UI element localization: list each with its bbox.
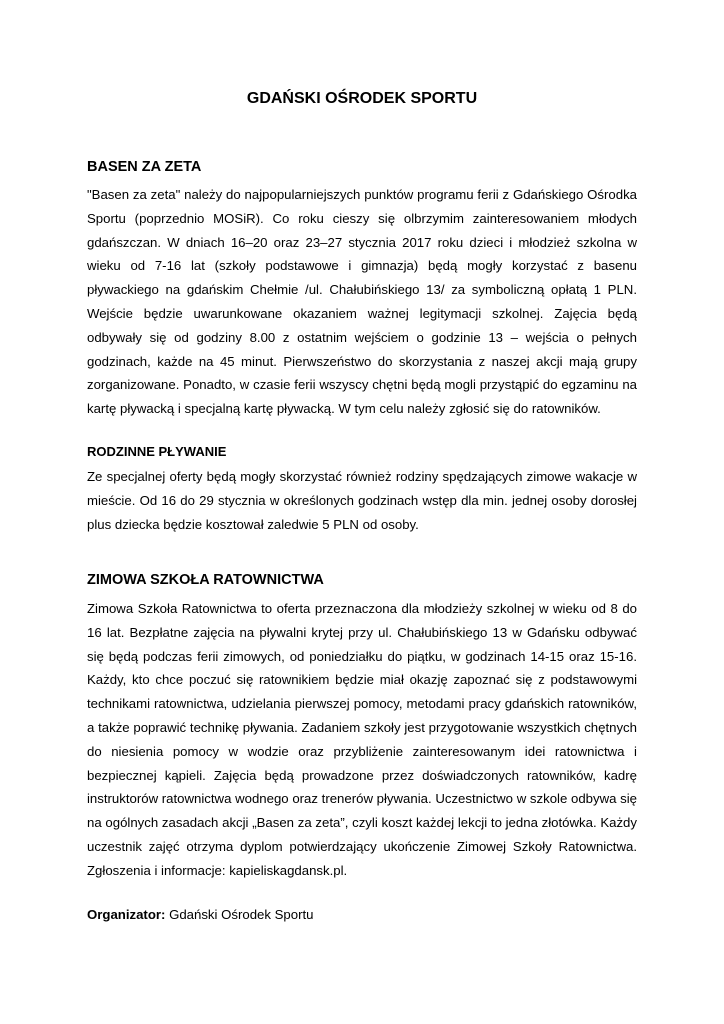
section-heading-basen-za-zeta: BASEN ZA ZETA <box>87 159 202 175</box>
section-body-rodzinne-plywanie: Ze specjalnej oferty będą mogły skorzystać również rodziny spędzających zimowe wakacje w mieście. Od 16 do 29 stycznia w określonych godzinach wstęp dla min. jednej osoby dorosłej plus dziecka będzie kosztował zaledwie 5 PLN od osoby. <box>87 469 637 532</box>
section-heading-rodzinne-plywanie: RODZINNE PŁYWANIE <box>87 444 227 459</box>
section-body-zimowa-szkola-ratownictwa: Zimowa Szkoła Ratownictwa to oferta przeznaczona dla młodzieży szkolnej w wieku od 8 do 16 lat. Bezpłatne zajęcia na pływalni krytej przy ul. Chałubińskiego 13 w Gdańsku odbywać się będą podczas ferii zimowych, od poniedziałku do piątku, w godzinach 14-15 oraz 15-16. Każdy, kto chce poczuć się ratownikiem będzie miał okazję zapoznać się z podstawowymi technikami ratownictwa, udzielania pierwszej pomocy, metodami pracy gdańskich ratowników, a także poprawić technikę pływania. Zadaniem szkoły jest przygotowanie wszystkich chętnych do niesienia pomocy w wodzie oraz przybliżenie zainteresowanym idei ratownictwa i bezpiecznej kąpieli. Zajęcia będą prowadzone przez doświadczonych ratowników, kadrę instruktorów ratownictwa wodnego oraz trenerów pływania. Uczestnictwo w szkole odbywa się na ogólnych zasadach akcji „Basen za zeta”, czyli koszt każdej lekcji to jedna złotówka. Każdy uczestnik zajęć otrzyma dyplom potwierdzający ukończenie Zimowej Szkoły Ratownictwa. Zgłoszenia i informacje: kapieliskagdansk.pl. <box>87 601 637 878</box>
document-title: GDAŃSKI OŚRODEK SPORTU <box>246 90 478 107</box>
organizer-label: Organizator: <box>87 907 166 922</box>
organizer-line <box>87 906 313 924</box>
section-heading-zimowa-szkola-ratownictwa: ZIMOWA SZKOŁA RATOWNICTWA <box>87 572 324 588</box>
organizer-value: Gdański Ośrodek Sportu <box>169 907 314 922</box>
section-body-basen-za-zeta: "Basen za zeta" należy do najpopularniejszych punktów programu ferii z Gdańskiego Ośrodka Sportu (poprzednio MOSiR). Co roku cieszy się olbrzymim zainteresowaniem młodych gdańszczan. W dniach 16–20 oraz 23–27 stycznia 2017 roku dzieci i młodzież szkolna w wieku od 7-16 lat (szkoły podstawowe i gimnazja) będą mogły korzystać z basenu pływackiego na gdańskim Chełmie /ul. Chałubińskiego 13/ za symboliczną opłatą 1 PLN. Wejście będzie uwarunkowane okazaniem ważnej legitymacji szkolnej. Zajęcia będą odbywały się od godziny 8.00 z ostatnim wejściem o godzinie 13 – wejścia o pełnych godzinach, każde na 45 minut. Pierwszeństwo do skorzystania z naszej akcji mają grupy zorganizowane. Ponadto, w czasie ferii wszyscy chętni będą mogli przystąpić do egzaminu na kartę pływacką i specjalną kartę pływacką. W tym celu należy zgłosić się do ratowników. <box>87 187 637 417</box>
